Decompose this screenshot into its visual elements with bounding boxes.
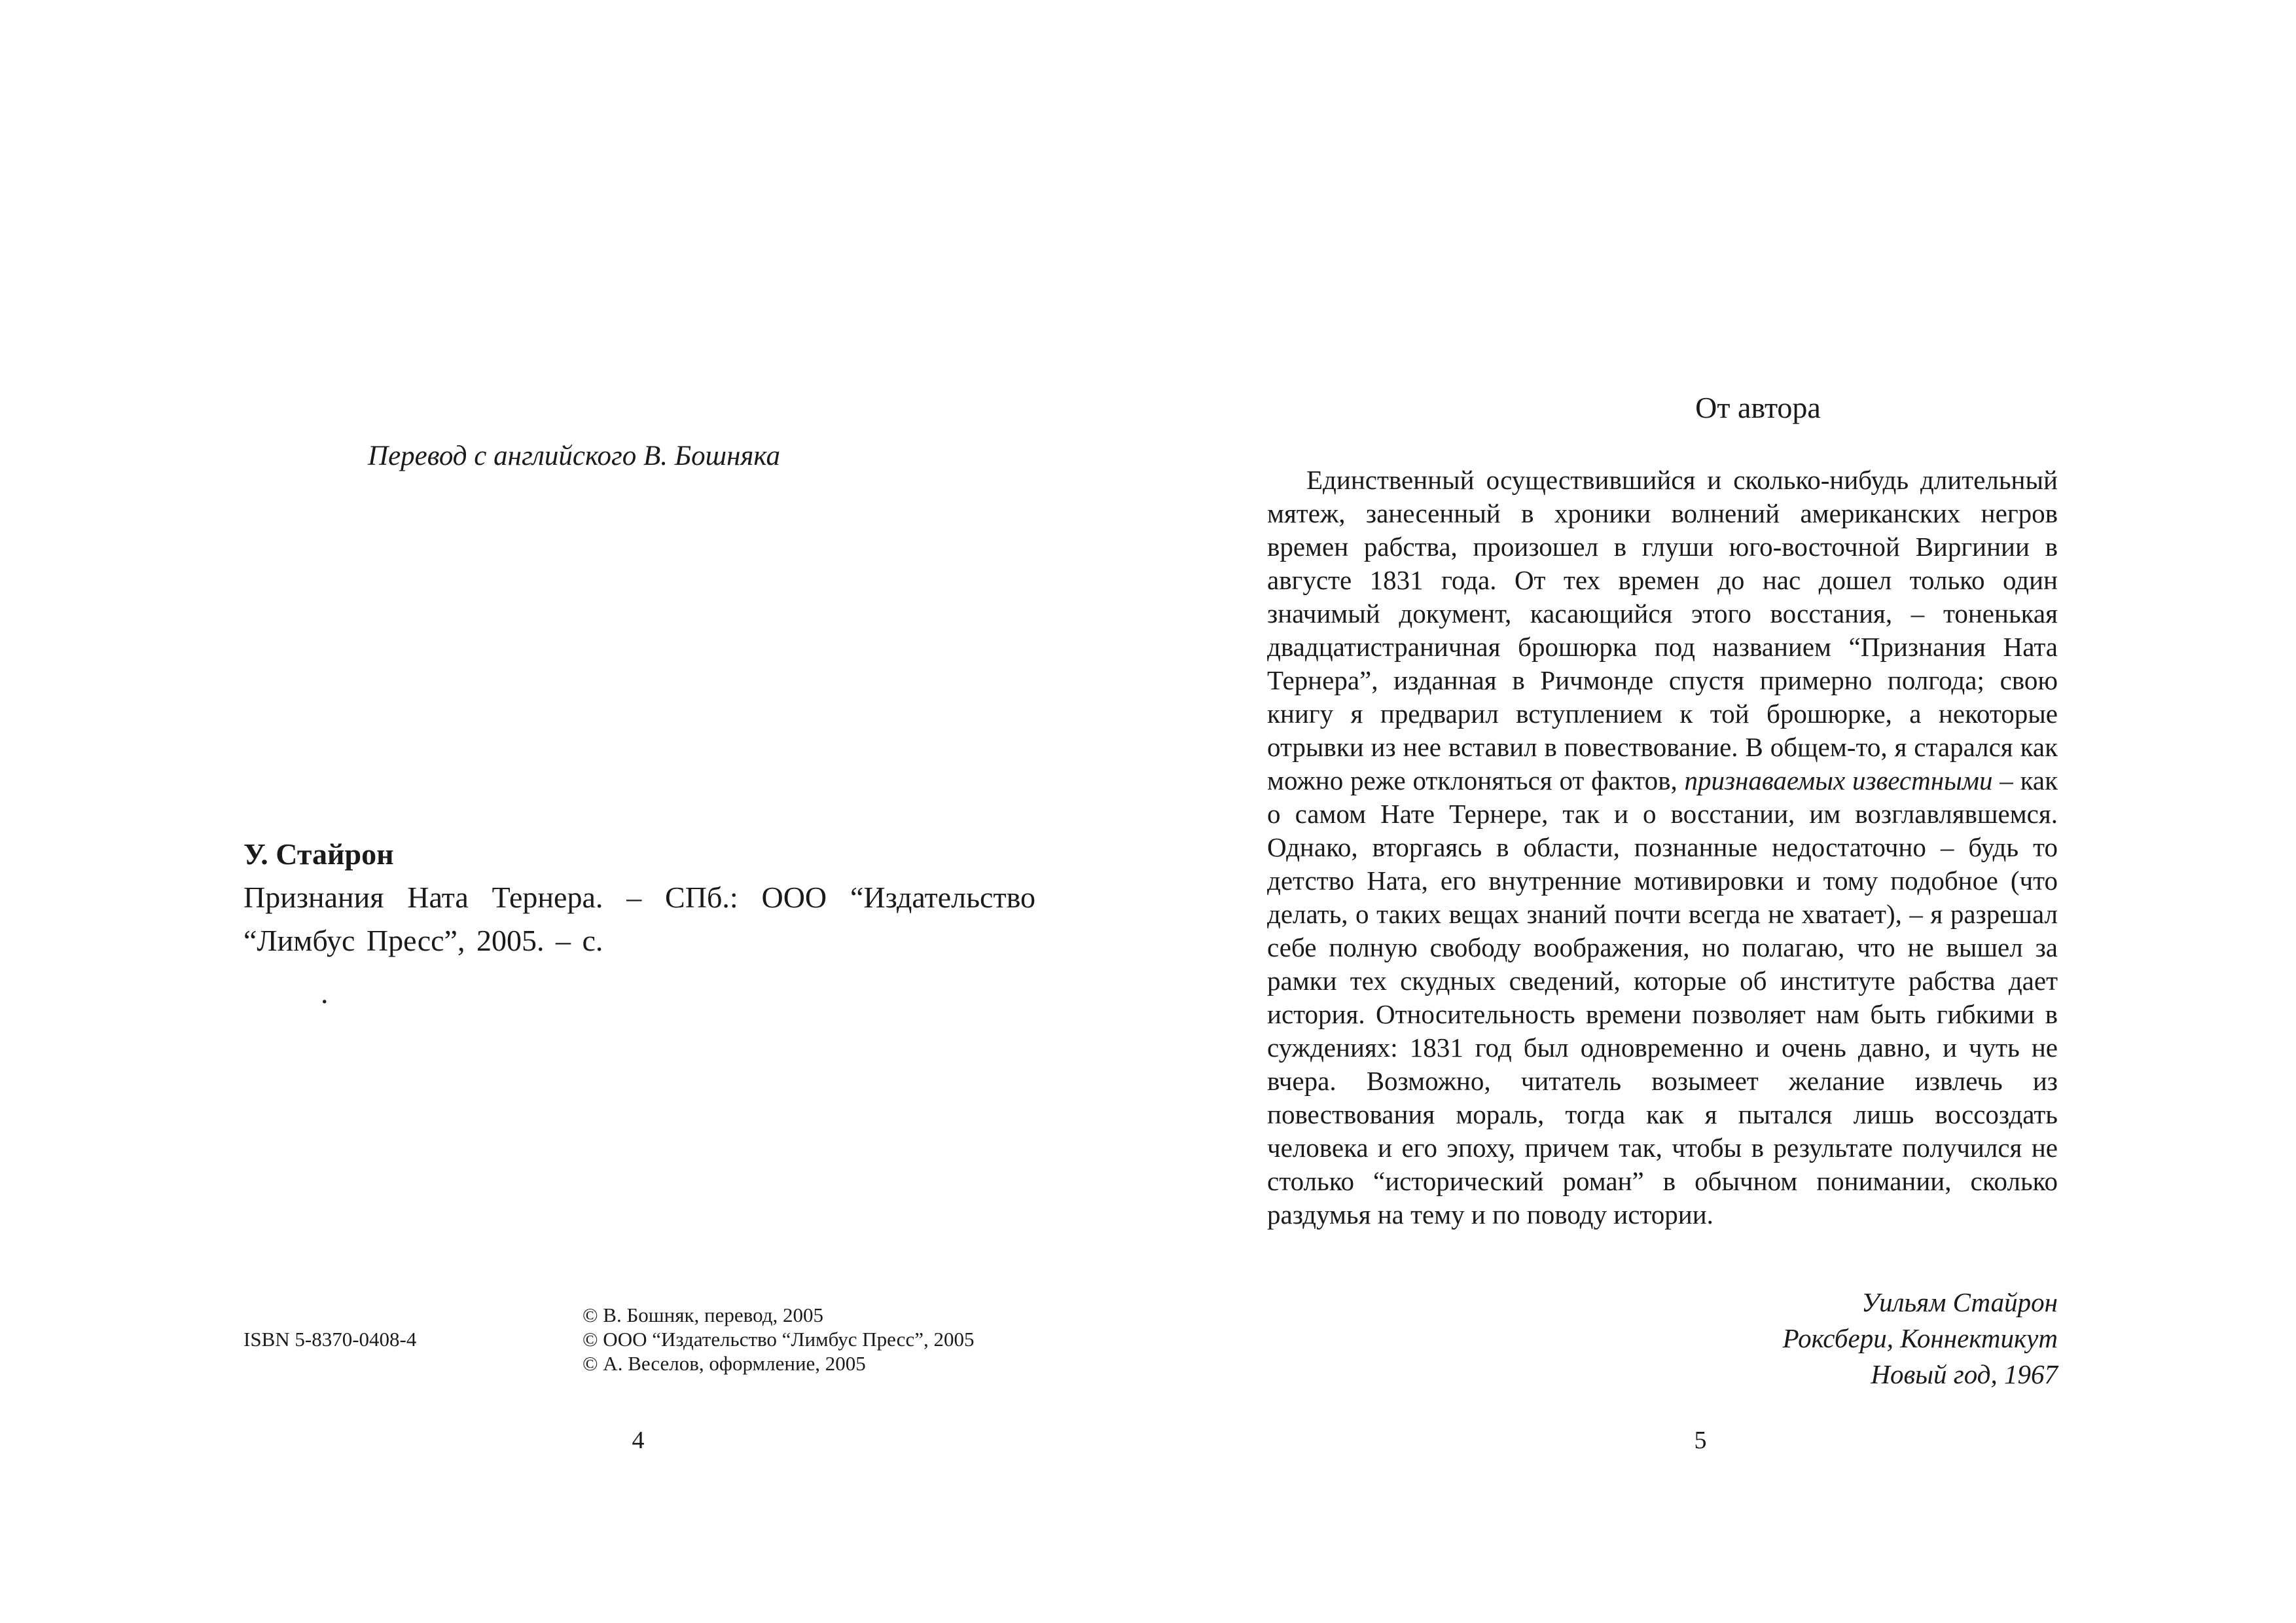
signature-name: Уильям Стайрон	[1861, 1287, 2058, 1317]
bibliographic-record	[243, 833, 1035, 1015]
preface-emphasis: признаваемых известными	[1684, 765, 1993, 795]
author-signature	[1267, 1285, 2058, 1393]
isbn: ISBN 5-8370-0408-4	[243, 1328, 417, 1351]
right-page	[1148, 0, 2296, 1623]
author-name: У. Стайрон	[243, 837, 394, 871]
preface-text: Единственный осуществившийся и сколько-нибудь длительный мятеж, занесенный в хроники волнений американских негров времен рабства, произошел в глуши юго-восточной Виргинии в августе 1831 года. От тех времен до нас дошел только один значимый документ, касающийся этого восстания, – тоненькая двадцатистраничная брошюрка под названием “Признания Ната Тернера”, изданная в Ричмонде спустя примерно полгода; свою книгу я предварил вступлением к той брошюрке, а некоторые отрывки из нее вставил в повествование. В общем-то, я старался как можно реже отклоняться от фактов,	[1267, 465, 2058, 795]
translator-credit: Перевод с английского В. Бошняка	[368, 441, 780, 471]
preface-text: – как о самом Нате Тернере, так и о восстании, им возглавлявшемся. Однако, вторгаясь в области, познанные недостаточно – будь то детство Ната, его внутренние мотивировки и тому подобное (что делать, о таких вещах знаний почти всегда не хватает), – я разрешал себе полную свободу воображения, но полагаю, что не вышел за рамки тех скудных сведений, которые об институте рабства дает история. Относительность времени позволяет нам быть гибкими в суждениях: 1831 год был одновременно и очень давно, и чуть не вчера. Возможно, читатель возымеет желание извлечь из повествования мораль, тогда как я пытался лишь воссоздать человека и его эпоху, причем так, чтобы в результате получился не столько “исторический роман” в обычном понимании, сколько раздумья на тему и по поводу истории.	[1267, 765, 2058, 1230]
preface-title: От автора	[1695, 391, 1821, 424]
copyright-line: © В. Бошняк, перевод, 2005	[583, 1304, 823, 1326]
bibliographic-dot: .	[321, 976, 329, 1010]
preface-body	[1267, 464, 2058, 1231]
page-number: 5	[1694, 1427, 1707, 1454]
copyright-line: © ООО “Издательство “Лимбус Пресс”, 2005	[583, 1328, 975, 1351]
bibliographic-description: Признания Ната Тернера. – СПб.: ООО “Издательство “Лимбус Пресс”, 2005. – с.	[243, 881, 1035, 957]
signature-date: Новый год, 1967	[1871, 1359, 2058, 1389]
signature-place: Роксбери, Коннектикут	[1782, 1323, 2058, 1353]
copyright-block	[583, 1303, 974, 1376]
page-number: 4	[632, 1427, 645, 1454]
copyright-line: © А. Веселов, оформление, 2005	[583, 1352, 866, 1375]
